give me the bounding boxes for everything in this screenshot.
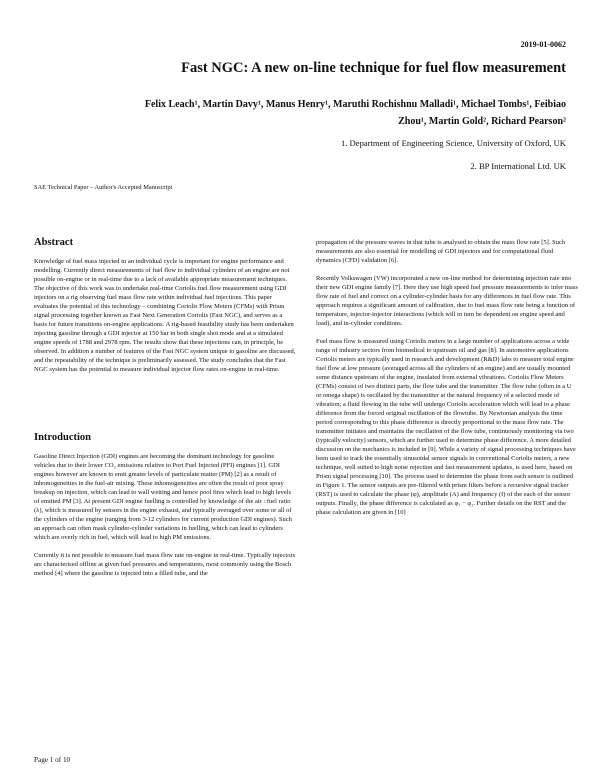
abstract-section	[34, 238, 296, 374]
right-column	[316, 238, 578, 517]
publication-type: SAE Technical Paper – Author's Accepted Manuscript	[34, 184, 173, 191]
introduction-heading: Introduction	[34, 432, 91, 443]
intro-paragraph-2: Currently it is not possible to measure fuel mass flow rate on-engine in real-time. Typically injectors are characterised offline at given fuel pressures and temperatures, most commonly using the Bosch method [4] where the gasoline is injected into a filled tube, and the	[34, 552, 296, 577]
authors-line-1: Felix Leach¹, Martin Davy¹, Manus Henry¹, Maruthi Rochishnu Malladi¹, Michael Tombs¹, Feibiao	[144, 99, 566, 110]
authors-line-2: Zhou¹, Martin Gold², Richard Pearson²	[398, 116, 566, 127]
affiliation-2: 2. BP International Ltd. UK	[470, 161, 566, 171]
right-paragraph-1: propagation of the pressure waves in that tube is analysed to obtain the mass flow rate [5]. Such measurements are also essential for modelling of GDI injectors and for computational fluid dynamics (CFD) validation [6].	[316, 239, 566, 264]
right-paragraph-3: Fuel mass flow is measured using Coriolis meters in a large number of applications across a wide range of industry sectors from biomedical to upstream oil and gas [8]. In automotive applications Coriolis meters are typically used in research and development (R&D) labs to measure total engine fuel flow at low pressure (averaged across all the cylinders of an engine) and are usually mounted some distance upstream of the engine, insulated from external vibrations. Coriolis Flow Meters (CFMs) consist of two distinct parts, the flow tube and the transmitter. The flow tube (often in a U or omega shape) is oscillated by the transmitter at the natural frequency of a selected mode of vibration; a fluid flowing in the tube will undergo Coriolis acceleration which will lead to a phase difference from the forced original oscillation of the flowtube. By Newtonian analysis the time period corresponding to this phase difference is directly proportional to the mass flow rate. The transmitter initiates and maintains the oscillation of the flow tube, continuously monitoring via two (typically velocity) sensors, which are further used to determine phase difference. A more detailed discussion on the mechanics is included in [9]. While a variety of signal processing techniques have been used to track the essentially sinusoidal sensor signals in conventional Coriolis meters, a new technique, well suited to high noise rejection and fast measurement updates, is used here, based on Prism signal processing [10]. The process used to determine the phase from each sensor is outlined in Figure 1. The sensor outputs are pre-filtered with prism filters before a recursive signal tracker (RST) is used to calculate the phase (φ), amplitude (A) and frequency (f) of the each of the sensor outputs. Finally, the phase difference is calculated as φ₁ − φ₂. Further details on the RST and the phase calculation are given in [10]	[316, 338, 576, 516]
intro-paragraph-1: Gasoline Direct Injection (GDI) engines are becoming the dominant technology for gasoline vehicles due to their lower CO₂ emissions relative to Port Fuel Injected (PFI) engines [1]. GDI engines however are known to emit greater levels of particulate matter (PM) [2] as a result of inhomogeneities in the fuel-air mixing. These inhomogeneities are often the result of poor spray breakup on injection, which can lead to wall wetting and hence pool fires which lead to high levels of emitted PM [3]. At present GDI engine fuelling is controlled by knowledge of the air : fuel ratio (λ), which is measured by sensors in the engine exhaust, and typically averaged over some or all of the cylinders of the engine (ranging from 3-12 cylinders for current production GDI engines). Such an approach can often mask cylinder-cylinder variations in fuelling, which can lead to cylinders which are overly rich in fuel, which will lead to high PM emissions.	[34, 453, 292, 541]
introduction-section	[34, 433, 296, 578]
paper-id: 2019-01-0062	[520, 40, 566, 49]
abstract-heading: Abstract	[34, 237, 74, 248]
affiliation-1: 1. Department of Engineering Science, University of Oxford, UK	[340, 138, 566, 148]
abstract-text: Knowledge of fuel mass injected in an individual cycle is important for engine performance and modelling. Currently direct measurements of fuel flow to individual cylinders of an engine are not possible on-engine or in real-time due to a lack of available appropriate measurement techniques. The objective of this work was to undertake real-time Coriolis fuel flow measurement using GDI injectors on a rig observing fuel mass flow rate within individual fuel injections. This paper evaluates the potential of this technology – combining Coriolis Flow Meters (CFMs) with Prism signal processing together known as Fast Next Generation Coriolis (Fast NGC), and serves as a basis for future transitions on-engine applications. A rig-based feasibility study has been undertaken injecting gasoline through a GDI injector at 150 bar in both single shot mode and at a simulated engine speeds of 1788 and 2978 rpm. The results show that these injections can, in principle, be observed. In addition a number of features of the Fast NGC system unique to gasoline are discussed, and the repeatability of the technique is preliminarily assessed. The study concludes that the Fast NGC system has the potential to measure individual injector flow rates on-engine in real-time.	[34, 258, 296, 373]
page-footer: Page 1 of 10	[34, 756, 71, 764]
paper-title: Fast NGC: A new on-line technique for fuel flow measurement	[181, 60, 566, 76]
right-paragraph-2: Recently Volkswagen (VW) incorporated a new on-line method for determining injection rate into their new GDI engine family [7]. Here they use high speed fuel pressure measurements to infer mass flow rate of fuel and correct on a cylinder-cylinder basis for any differences in fuel flow rate. This approach requires a significant amount of calibration, due to fuel mass flow rate being a function of temperature, injector-injector interactions (which will in turn be dependent on engine speed and load), and in-cylinder conditions.	[316, 275, 578, 327]
authors	[34, 96, 566, 130]
